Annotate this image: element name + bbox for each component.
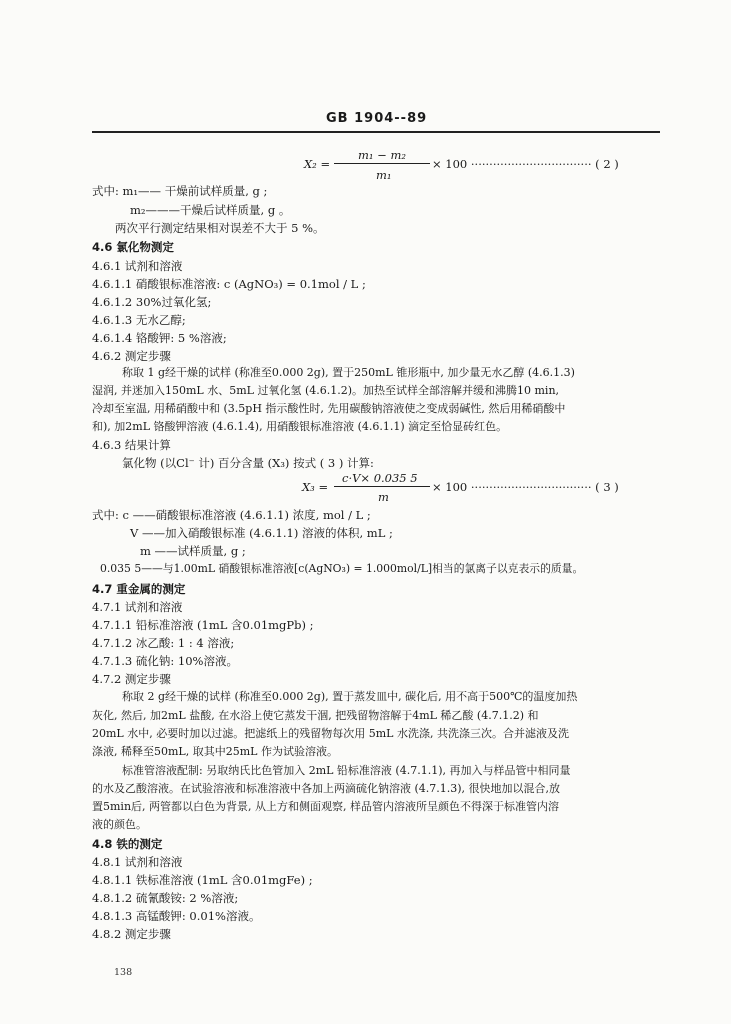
where-3-line-1: 式中: c ——硝酸银标准溶液 (4.6.1.1) 浓度, mol / L ; bbox=[92, 508, 371, 522]
para-4-6-2-line-1: 称取 1 g经干燥的试样 (称准至0.000 2g), 置于250mL 锥形瓶中, 加少量无水乙醇 (4.6.1.3) bbox=[122, 366, 575, 379]
where-3-line-4: 0.035 5——与1.00mL 硝酸银标准溶液[c(AgNO₃) = 1.000mol/L]相当的氯离子以克表示的质量。 bbox=[100, 562, 584, 575]
formula-2-lhs: X₂ = bbox=[304, 157, 331, 171]
item-4-6-1-1: 4.6.1.1 硝酸银标准溶液: c (AgNO₃) = 0.1mol / L ; bbox=[92, 277, 366, 291]
section-4-6-heading: 4.6 氯化物测定 bbox=[92, 240, 174, 254]
section-4-7-2-heading: 4.7.2 测定步骤 bbox=[92, 672, 171, 686]
para-4-6-2-line-3: 冷却至室温, 用稀硝酸中和 (3.5pH 指示酸性时, 先用碳酸钠溶液使之变成弱碱性, 然后用稀硝酸中 bbox=[92, 402, 566, 415]
formula-3-numerator: c·V× 0.035 5 bbox=[342, 471, 418, 485]
para-standard-line-1: 标准管溶液配制: 另取纳氏比色管加入 2mL 铅标准溶液 (4.7.1.1), 再加入与样品管中相同量 bbox=[122, 764, 571, 777]
section-4-6-2-heading: 4.6.2 测定步骤 bbox=[92, 349, 171, 363]
where-3-line-2: V ——加入硝酸银标准 (4.6.1.1) 溶液的体积, mL ; bbox=[130, 526, 393, 540]
item-4-6-1-3: 4.6.1.3 无水乙醇; bbox=[92, 313, 186, 327]
para-4-7-2-line-2: 灰化, 然后, 加2mL 盐酸, 在水浴上使它蒸发干涸, 把残留物溶解于4mL 稀乙酸 (4.7.1.2) 和 bbox=[92, 709, 539, 722]
section-4-8-heading: 4.8 铁的测定 bbox=[92, 837, 163, 851]
item-4-7-1-3: 4.7.1.3 硫化钠: 10%溶液。 bbox=[92, 654, 238, 668]
formula-2-numerator: m₁ − m₂ bbox=[358, 148, 406, 162]
formula-2-denominator: m₁ bbox=[376, 168, 392, 182]
para-standard-line-3: 置5min后, 两管都以白色为背景, 从上方和侧面观察, 样品管内溶液所呈颜色不得深于标准管内溶 bbox=[92, 800, 560, 813]
section-4-7-1-heading: 4.7.1 试剂和溶液 bbox=[92, 600, 183, 614]
para-standard-line-4: 液的颜色。 bbox=[92, 818, 147, 831]
note-tolerance: 两次平行测定结果相对误差不大于 5 %。 bbox=[115, 221, 325, 235]
header-rule bbox=[92, 131, 660, 133]
para-4-7-2-line-3: 20mL 水中, 必要时加以过滤。把滤纸上的残留物每次用 5mL 水洗涤, 共洗涤三次。合并滤液及洗 bbox=[92, 727, 569, 740]
item-4-8-1-3: 4.8.1.3 高锰酸钾: 0.01%溶液。 bbox=[92, 909, 261, 923]
para-4-7-2-line-4: 涤液, 稀释至50mL, 取其中25mL 作为试验溶液。 bbox=[92, 745, 338, 758]
section-4-6-1-heading: 4.6.1 试剂和溶液 bbox=[92, 259, 183, 273]
formula-2-fraction-bar bbox=[334, 163, 430, 164]
where-2-line-2: m₂———干燥后试样质量, g 。 bbox=[130, 203, 291, 217]
para-4-7-2-line-1: 称取 2 g经干燥的试样 (称准至0.000 2g), 置于蒸发皿中, 碳化后, 用不高于500℃的温度加热 bbox=[122, 690, 578, 703]
section-4-7-heading: 4.7 重金属的测定 bbox=[92, 582, 186, 596]
item-4-8-1-1: 4.8.1.1 铁标准溶液 (1mL 含0.01mgFe) ; bbox=[92, 873, 313, 887]
calc-intro-4-6-3: 氯化物 (以Cl⁻ 计) 百分含量 (X₃) 按式 ( 3 ) 计算: bbox=[122, 456, 374, 470]
para-standard-line-2: 的水及乙酸溶液。在试验溶液和标准溶液中各加上两滴硫化钠溶液 (4.7.1.3), 很快地加以混合,放 bbox=[92, 782, 561, 795]
item-4-8-1-2: 4.8.1.2 硫氰酸铵: 2 %溶液; bbox=[92, 891, 239, 905]
item-4-7-1-2: 4.7.1.2 冰乙酸: 1 : 4 溶液; bbox=[92, 636, 235, 650]
section-4-8-2-heading: 4.8.2 测定步骤 bbox=[92, 927, 171, 941]
document-header-title: GB 1904--89 bbox=[326, 111, 428, 126]
formula-3-fraction-bar bbox=[334, 486, 430, 487]
where-3-line-3: m ——试样质量, g ; bbox=[140, 544, 246, 558]
formula-3-denominator: m bbox=[378, 490, 389, 504]
section-4-6-3-heading: 4.6.3 结果计算 bbox=[92, 438, 171, 452]
item-4-6-1-4: 4.6.1.4 铬酸钾: 5 %溶液; bbox=[92, 331, 227, 345]
para-4-6-2-line-2: 湿润, 并迷加入150mL 水、5mL 过氧化氢 (4.6.1.2)。加热至试样全部溶解并缓和沸腾10 min, bbox=[92, 384, 560, 397]
section-4-8-1-heading: 4.8.1 试剂和溶液 bbox=[92, 855, 183, 869]
item-4-6-1-2: 4.6.1.2 30%过氧化氢; bbox=[92, 295, 212, 309]
formula-2-tail: × 100 ································· ( 2 ) bbox=[432, 157, 619, 171]
formula-3-lhs: X₃ = bbox=[302, 480, 329, 494]
where-2-line-1: 式中: m₁—— 干燥前试样质量, g ; bbox=[92, 184, 268, 198]
item-4-7-1-1: 4.7.1.1 铅标准溶液 (1mL 含0.01mgPb) ; bbox=[92, 618, 314, 632]
page-number: 138 bbox=[114, 967, 133, 978]
formula-3-tail: × 100 ································· ( 3 ) bbox=[432, 480, 619, 494]
para-4-6-2-line-4: 和), 加2mL 铬酸钾溶液 (4.6.1.4), 用硝酸银标准溶液 (4.6.1.1) 滴定至恰显砖红色。 bbox=[92, 420, 508, 433]
